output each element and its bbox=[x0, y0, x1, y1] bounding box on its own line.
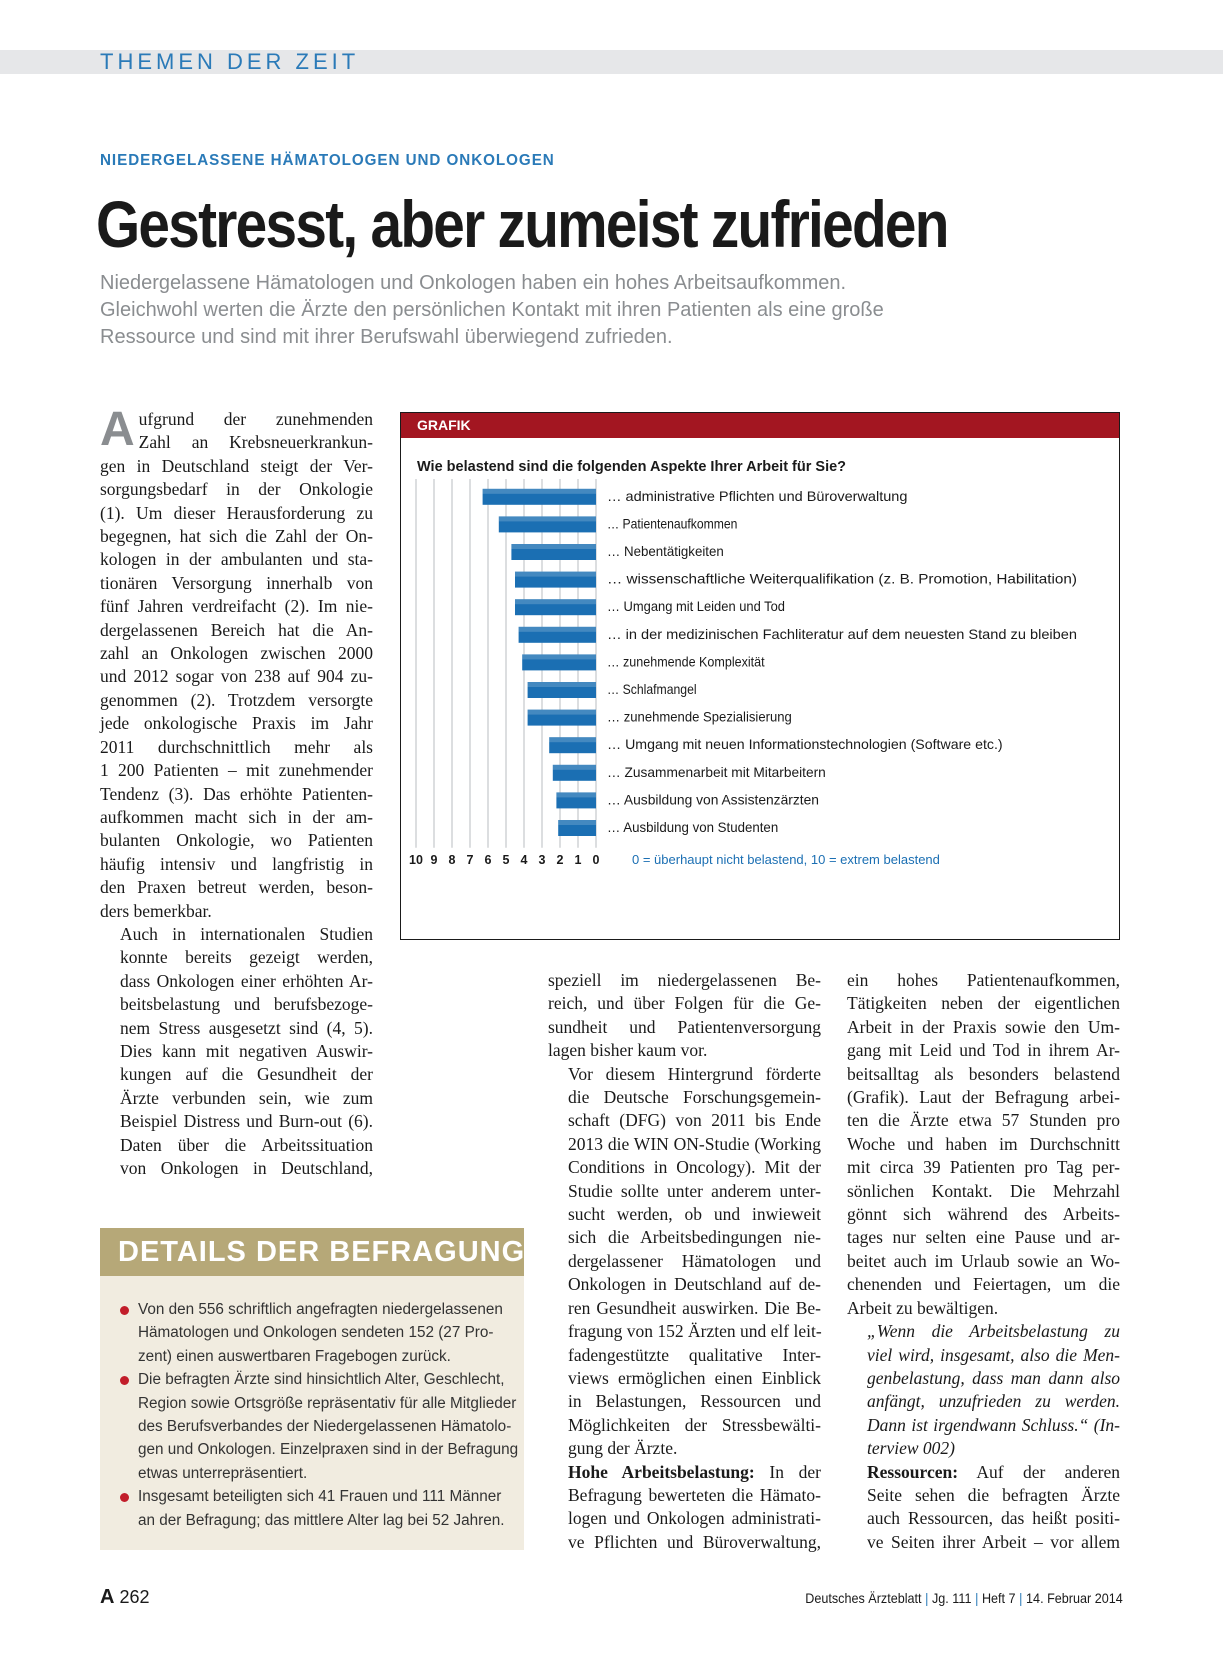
text-line: konnte bereits gezeigt werden, bbox=[120, 947, 373, 968]
subheading: Hohe Arbeitsbelastung: bbox=[568, 1461, 755, 1482]
text-line: jede onkologische Praxis im Jahr bbox=[100, 713, 373, 734]
x-tick-label: 0 bbox=[592, 852, 600, 867]
text-line: tionären Versorgung innerhalb von bbox=[100, 572, 373, 593]
text-line: ein hohes Patientenaufkommen, bbox=[847, 970, 1120, 990]
scale-note: 0 = überhaupt nicht belastend, 10 = extrem belastend bbox=[632, 851, 940, 867]
bar-highlight bbox=[549, 737, 596, 742]
x-tick-label: 5 bbox=[502, 852, 510, 867]
text-line: Möglichkeiten der Stressbewälti- bbox=[568, 1414, 821, 1435]
text-line: Auch in internationalen Studien bbox=[120, 923, 373, 944]
text-line: sich die Arbeitsbedingungen nie- bbox=[568, 1227, 821, 1248]
grafik-box bbox=[400, 412, 1120, 940]
category-label: … Umgang mit Leiden und Tod bbox=[607, 598, 785, 615]
bar-highlight bbox=[558, 820, 596, 825]
paragraph: Ressourcen: Auf der anderen Seite sehen die befragten Ärzte auch Ressourcen, das heißt positi- ve Seiten ihrer Arbeit – vor allem bbox=[847, 1461, 1120, 1555]
text-line: views ermöglichen einen Einblick bbox=[568, 1367, 821, 1388]
text-line: 2013 die WIN ON-Studie (Working bbox=[568, 1133, 821, 1154]
text-line: Onkologen in Deutschland auf de- bbox=[568, 1274, 821, 1295]
section-label: THEMEN DER ZEIT bbox=[100, 49, 360, 74]
text-line: sorgungsbedarf in der Onkologie bbox=[100, 479, 373, 500]
text-line: aufkommen macht sich in der am- bbox=[100, 806, 373, 827]
journal-volume: Jg. 111 bbox=[932, 1590, 972, 1606]
bar-highlight bbox=[528, 710, 596, 715]
text-line: sundheit und Patientenversorgung bbox=[548, 1016, 821, 1037]
text-line: 1 200 Patienten – mit zunehmender bbox=[100, 760, 373, 781]
text-line: lagen bisher kaum vor. bbox=[548, 1040, 708, 1061]
bullet-icon bbox=[120, 1493, 129, 1502]
text-line: und 2012 sogar von 238 auf 904 zu- bbox=[100, 666, 373, 687]
text-line: Seite sehen die befragten Ärzte bbox=[867, 1484, 1120, 1505]
category-label: … Umgang mit neuen Informationstechnologien (Software etc.) bbox=[607, 736, 1003, 753]
journal-issue: Heft 7 bbox=[982, 1590, 1016, 1606]
text-line: bulanten Onkologie, wo Patienten bbox=[100, 830, 373, 851]
journal-date: 14. Februar 2014 bbox=[1026, 1590, 1123, 1606]
text-line: „Wenn die Arbeitsbelastung zu bbox=[867, 1321, 1120, 1342]
text-line: Conditions in Oncology). Mit der bbox=[568, 1157, 821, 1178]
category-label: … in der medizinischen Fachliteratur auf dem neuesten Stand zu bleiben bbox=[607, 625, 1077, 642]
journal-footer: Deutsches Ärzteblatt | Jg. 111 | Heft 7 | 14. Februar 2014 bbox=[805, 1590, 1123, 1606]
text-line: Arbeit zu bewältigen. bbox=[847, 1297, 999, 1318]
details-line: an der Befragung; das mittlere Alter lag bei 52 Jahren. bbox=[138, 1511, 505, 1529]
text-line: fragung von 152 Ärzten und elf leit- bbox=[568, 1321, 822, 1342]
text-line: viel wird, insgesamt, also die Men- bbox=[867, 1344, 1120, 1365]
bullet-icon bbox=[120, 1306, 129, 1315]
category-label: … Schlafmangel bbox=[607, 681, 697, 697]
category-label: … Ausbildung von Studenten bbox=[607, 819, 779, 835]
text-line: die Deutsche Forschungsgemein- bbox=[568, 1087, 821, 1108]
bar-highlight bbox=[528, 682, 596, 687]
bar-highlight bbox=[556, 792, 596, 797]
text-line: mit circa 39 Patienten pro Tag per- bbox=[847, 1157, 1120, 1178]
quote bbox=[847, 1320, 1120, 1460]
paragraph bbox=[548, 969, 821, 1063]
text-line: auch Ressourcen, das heißt positi- bbox=[867, 1508, 1120, 1529]
text-line: gang mit Leid und Tod in ihrem Ar- bbox=[847, 1040, 1120, 1061]
text-line: Beispiel Distress und Burn-out (6). bbox=[120, 1111, 373, 1132]
text-line: chenenden und Feiertagen, um die bbox=[847, 1274, 1120, 1295]
drop-cap: A bbox=[100, 403, 135, 456]
bar-highlight bbox=[483, 489, 596, 494]
bar-highlight bbox=[519, 627, 596, 632]
text-line: zahl an Onkologen zwischen 2000 bbox=[100, 643, 373, 664]
text-line: ve Pflichten und Büroverwaltung, bbox=[568, 1531, 821, 1552]
journal-name: Deutsches Ärzteblatt bbox=[805, 1590, 922, 1606]
paragraph bbox=[100, 403, 373, 923]
text-line: (Grafik). Laut der Befragung arbei- bbox=[847, 1087, 1120, 1108]
text-line: Woche und haben im Durchschnitt bbox=[847, 1133, 1120, 1154]
text-column-3 bbox=[847, 969, 1120, 1554]
text-line: sucht werden, ob und inwieweit bbox=[568, 1204, 821, 1225]
text-line: beitet auch im Urlaub sowie an Wo- bbox=[847, 1250, 1120, 1271]
x-tick-label: 2 bbox=[556, 852, 564, 867]
text-line: Befragung bewerteten die Hämato- bbox=[568, 1484, 821, 1505]
text-line: beitsalltag als besonders belastend bbox=[847, 1063, 1120, 1084]
text-line: Daten über die Arbeitssituation bbox=[120, 1134, 373, 1155]
text-column-1 bbox=[100, 403, 373, 1180]
details-line: etwas unterrepräsentiert. bbox=[138, 1464, 308, 1482]
bar-highlight bbox=[515, 572, 596, 577]
text-line: speziell im niedergelassenen Be- bbox=[548, 970, 821, 990]
text-line: fünf Jahren verdreifacht (2). Im nie- bbox=[100, 596, 373, 617]
text-line: fadengestützte qualitative Inter- bbox=[568, 1344, 821, 1365]
text-line: gung der Ärzte. bbox=[568, 1438, 678, 1459]
text-line: begegnen, hat sich die Zahl der On- bbox=[100, 526, 373, 547]
text-line: dergelassener Hämatologen und bbox=[568, 1250, 821, 1271]
article-lede bbox=[100, 270, 1060, 351]
text-line: Dies kann mit negativen Auswir- bbox=[120, 1040, 373, 1061]
paragraph: Hohe Arbeitsbelastung: In der Befragung bewerteten die Hämato- logen und Onkologen administrati- ve Pflichten und Büroverwaltung, bbox=[548, 1461, 821, 1555]
details-line: des Berufsverbandes der Niedergelassenen Hämatolo- bbox=[138, 1418, 512, 1436]
category-label: … Ausbildung von Assistenzärzten bbox=[607, 791, 819, 808]
text-line: beitsbelastung und berufsbezoge- bbox=[120, 994, 373, 1015]
text-line: ren Gesundheit auswirken. Die Be- bbox=[568, 1297, 821, 1318]
bar-highlight bbox=[499, 516, 596, 521]
text-line: in Belastungen, Ressourcen und bbox=[568, 1391, 821, 1412]
article-kicker: NIEDERGELASSENE HÄMATOLOGEN UND ONKOLOGEN bbox=[100, 152, 555, 169]
text-line: dergelassenen Bereich hat die An- bbox=[100, 619, 373, 640]
x-tick-label: 10 bbox=[409, 852, 423, 867]
text-line: 2011 durchschnittlich mehr als bbox=[100, 736, 373, 757]
paragraph bbox=[847, 969, 1120, 1320]
bar-highlight bbox=[511, 544, 596, 549]
text-line: von Onkologen in Deutschland, bbox=[120, 1158, 373, 1178]
text-line: Dann ist irgendwann Schluss.“ (In- bbox=[867, 1414, 1120, 1435]
text-line: ufgrund der zunehmenden bbox=[138, 409, 373, 429]
text-line: kologen in der ambulanten und sta- bbox=[100, 549, 373, 570]
bar-highlight bbox=[515, 599, 596, 604]
text-line: Zahl an Krebsneuerkrankun- bbox=[138, 432, 373, 453]
text-line: sönlichen Kontakt. Die Mehrzahl bbox=[847, 1180, 1120, 1201]
details-line: zent) einen auswertbaren Fragebogen zurück. bbox=[138, 1347, 451, 1365]
text-line: genommen (2). Trotzdem versorgte bbox=[100, 689, 373, 710]
grafik-question: Wie belastend sind die folgenden Aspekte Ihrer Arbeit für Sie? bbox=[417, 459, 847, 475]
details-item bbox=[120, 1368, 519, 1485]
details-line: Insgesamt beteiligten sich 41 Frauen und 111 Männer bbox=[138, 1488, 502, 1506]
text-line: häufig intensiv und langfristig in bbox=[100, 853, 373, 874]
grafik-label: GRAFIK bbox=[401, 413, 1119, 438]
text-line: logen und Onkologen administrati- bbox=[568, 1508, 821, 1529]
category-label: … zunehmende Spezialisierung bbox=[607, 708, 792, 725]
details-line: Hämatologen und Onkologen sendeten 152 (27 Pro- bbox=[138, 1324, 494, 1342]
details-item bbox=[120, 1485, 508, 1532]
bar-chart bbox=[401, 413, 1121, 941]
text-line: (1). Um dieser Herausforderung zu bbox=[100, 502, 373, 523]
text-line: den Praxen betreut werden, beson- bbox=[100, 877, 373, 898]
category-label: … Patientenaufkommen bbox=[607, 515, 738, 532]
category-label: … zunehmende Komplexität bbox=[607, 653, 765, 670]
x-tick-label: 3 bbox=[538, 852, 546, 867]
text-line: ten die Ärzte etwa 57 Stunden pro bbox=[847, 1110, 1120, 1131]
text-line: Vor diesem Hintergrund förderte bbox=[568, 1063, 821, 1084]
category-label: … Zusammenarbeit mit Mitarbeitern bbox=[607, 763, 826, 780]
details-line: Region sowie Ortsgröße repräsentativ für alle Mitglieder bbox=[138, 1394, 517, 1412]
text-line: Studie sollte unter anderem unter- bbox=[568, 1180, 821, 1201]
x-tick-label: 7 bbox=[466, 852, 474, 867]
category-label: … Nebentätigkeiten bbox=[607, 543, 724, 559]
subheading: Ressourcen: bbox=[867, 1461, 959, 1482]
x-tick-label: 1 bbox=[574, 852, 582, 867]
text-line: Tendenz (3). Das erhöhte Patienten- bbox=[100, 783, 373, 804]
text-line: ve Seiten ihrer Arbeit – vor allem bbox=[867, 1531, 1120, 1552]
text-line: gen in Deutschland steigt der Ver- bbox=[100, 455, 373, 476]
x-tick-label: 4 bbox=[520, 852, 528, 867]
text-line: kungen auf die Gesundheit der bbox=[120, 1064, 373, 1085]
x-tick-label: 9 bbox=[430, 852, 438, 867]
text-line: reich, und über Folgen für die Ge- bbox=[548, 993, 821, 1014]
text-line: dass Onkologen einer erhöhten Ar- bbox=[120, 970, 373, 991]
text-line: schaft (DFG) von 2011 bis Ende bbox=[568, 1110, 821, 1131]
text-line: anfängt, unzufrieden zu werden. bbox=[867, 1391, 1120, 1412]
lede-line: Gleichwohl werten die Ärzte den persönlichen Kontakt mit ihren Patienten als eine große bbox=[100, 299, 884, 321]
text-line: Tätigkeiten neben der eigentlichen bbox=[847, 993, 1120, 1014]
page-prefix: A bbox=[100, 1586, 115, 1608]
bar-highlight bbox=[522, 654, 596, 659]
details-list bbox=[100, 1276, 524, 1532]
lede-line: Niedergelassene Hämatologen und Onkologen haben ein hohes Arbeitsaufkommen. bbox=[100, 272, 847, 294]
text-line: Arbeit in der Praxis sowie den Um- bbox=[847, 1016, 1120, 1037]
article-headline: Gestresst, aber zumeist zufrieden bbox=[96, 187, 948, 261]
paragraph bbox=[100, 923, 373, 1180]
paragraph bbox=[548, 1063, 821, 1461]
details-box bbox=[100, 1228, 524, 1550]
text-line: terview 002) bbox=[867, 1438, 955, 1459]
text-line: nem Stress ausgesetzt sind (4, 5). bbox=[120, 1017, 373, 1038]
text-column-2 bbox=[548, 969, 821, 1554]
text-line: Ärzte verbunden sein, wie zum bbox=[120, 1087, 373, 1108]
details-line: Von den 556 schriftlich angefragten niedergelassenen bbox=[138, 1301, 503, 1318]
lede-line: Ressource und sind mit ihrer Berufswahl überwiegend zufrieden. bbox=[100, 326, 673, 348]
category-label: … administrative Pflichten und Büroverwaltung bbox=[607, 487, 908, 504]
text-line: gönnt sich während des Arbeits- bbox=[847, 1204, 1120, 1225]
bullet-icon bbox=[120, 1376, 129, 1385]
details-item bbox=[120, 1298, 508, 1368]
x-tick-label: 8 bbox=[448, 852, 456, 867]
details-title: DETAILS DER BEFRAGUNG bbox=[100, 1228, 524, 1276]
page-number: A 262 bbox=[100, 1586, 150, 1608]
text-line: ders bemerkbar. bbox=[100, 900, 212, 921]
details-line: gen und Onkologen. Einzelpraxen sind in der Befragung bbox=[138, 1441, 519, 1459]
bar-highlight bbox=[553, 765, 596, 770]
text-line: tages nur selten eine Pause und ar- bbox=[847, 1227, 1120, 1248]
text-line: genbelastung, dass man dann also bbox=[867, 1367, 1120, 1388]
category-label: … wissenschaftliche Weiterqualifikation (z. B. Promotion, Habilitation) bbox=[607, 570, 1077, 587]
details-line: Die befragten Ärzte sind hinsichtlich Alter, Geschlecht, bbox=[138, 1371, 505, 1389]
x-tick-label: 6 bbox=[484, 852, 492, 867]
